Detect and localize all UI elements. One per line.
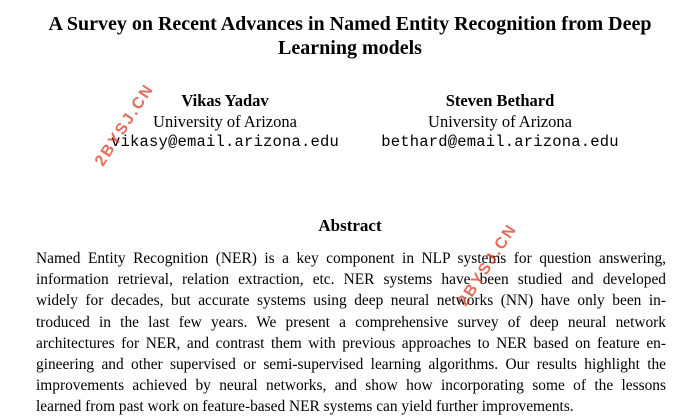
author-email: bethard@email.arizona.edu <box>381 133 619 151</box>
author-affiliation: University of Arizona <box>428 112 572 131</box>
abstract-line: architectures for NER, and contrast them with previous approaches to NER based on feature en- <box>36 334 666 352</box>
abstract-body <box>36 248 666 418</box>
author-name: Steven Bethard <box>445 91 555 110</box>
author-affiliation: University of Arizona <box>153 112 297 131</box>
paper-title <box>0 12 700 60</box>
abstract-line: learned from past work on feature-based NER systems can yield further improvements. <box>36 398 574 416</box>
abstract-line: gineering and other supervised or semi-supervised learning algorithms. Our results highlight the <box>36 356 666 374</box>
abstract-line: widely for decades, but accurate systems using deep neural networks (NN) have only been in- <box>36 292 666 310</box>
abstract-heading: Abstract <box>318 216 382 235</box>
paper-title-line-2: Learning models <box>278 37 422 59</box>
author-email: vikasy@email.arizona.edu <box>110 133 340 151</box>
watermark: 2BYSJ.CN <box>92 80 158 170</box>
abstract-line: improvements achieved by neural networks, and show how incorporating some of the lessons <box>36 377 666 395</box>
paper-title-line-1: A Survey on Recent Advances in Named Entity Recognition from Deep <box>48 13 652 35</box>
abstract-line: troduced in the last few years. We present a comprehensive survey of deep neural network <box>36 313 666 331</box>
abstract-line: information retrieval, relation extraction, etc. NER systems have been studied and developed <box>36 271 666 289</box>
author-block-2 <box>335 90 665 153</box>
author-name: Vikas Yadav <box>181 91 269 110</box>
abstract-line: Named Entity Recognition (NER) is a key component in NLP systems for question answering, <box>36 250 666 267</box>
watermark: 2BYSJ.CN <box>455 220 521 310</box>
